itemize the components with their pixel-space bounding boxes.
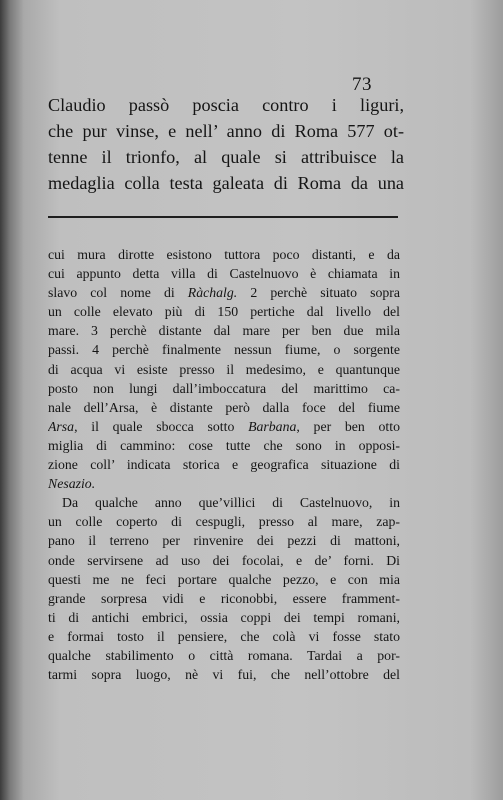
main-text-line: medaglia colla testa galeata di Roma da una (48, 173, 404, 193)
footnote-line (48, 283, 400, 302)
footnote-text-run: onde servirsene ad uso dei focolai, e de’ forni. Di (48, 552, 400, 568)
footnote-line (48, 455, 400, 474)
footnote-italic-run: Arsa (48, 418, 75, 434)
footnote-italic-run: Nesazio. (48, 476, 96, 492)
footnote-text-run: , per ben otto (296, 418, 400, 434)
footnote-text-run: , il quale sbocca sotto (74, 418, 249, 434)
footnote-line (48, 398, 400, 417)
footnote-line (48, 512, 400, 531)
footnote-separator-rule (48, 216, 398, 218)
footnote-line (48, 531, 400, 550)
footnote-text-run: nale dell’Arsa, è distante però dalla foce del fiume (48, 399, 400, 415)
footnote-text-run: slavo col nome di (48, 285, 188, 301)
footnote-text-run: 2 perchè situato sopra (237, 285, 400, 301)
footnote-line (48, 608, 400, 627)
footnote-line (48, 589, 400, 608)
footnote-text-run: zione coll’ indicata storica e geografica situazione di (48, 457, 400, 473)
footnote-line (48, 302, 400, 321)
footnote-line (48, 493, 400, 512)
footnote-text-run: Da qualche anno que’villici di Castelnuovo, in (62, 495, 400, 511)
footnote-text-run: cui appunto detta villa di Castelnuovo è chiamata in (48, 266, 400, 282)
main-text (48, 92, 404, 196)
footnote-text-run: ti di antichi embrici, ossia coppi dei tempi romani, (48, 609, 400, 625)
footnote-line (48, 340, 400, 359)
footnote-italic-run: Ràchalg. (187, 285, 238, 301)
footnote-text-run: qualche stabilimento o città romana. Tardai a por- (48, 647, 400, 663)
footnote-line (48, 417, 400, 436)
footnote-line (48, 646, 400, 665)
footnote-line (48, 379, 400, 398)
footnote-text-run: cui mura dirotte esistono tuttora poco distanti, e da (48, 247, 400, 262)
footnote-line (48, 245, 400, 264)
footnote-text-run: miglia di cammino: cose tutte che sono in opposi- (48, 437, 400, 453)
footnote-line (48, 321, 400, 340)
footnote-line (48, 264, 400, 283)
footnote-text-run: di acqua vi esiste presso il medesimo, e quantunque (48, 361, 400, 377)
footnote-text-run: passi. 4 perchè finalmente nessun fiume, o sorgente (48, 342, 400, 358)
footnote-text-run: grande sorpresa vidi e riconobbi, essere framment- (48, 590, 400, 606)
footnote-text-run: pano il terreno per rinvenire dei pezzi di mattoni, (48, 533, 400, 549)
footnote-line (48, 551, 400, 570)
footnote-line (48, 436, 400, 455)
footnote-italic-run: Barbana (248, 418, 297, 434)
footnote-text-run: e formai tosto il pensiere, che colà vi fosse stato (48, 628, 400, 644)
footnote-text-run: mare. 3 perchè distante dal mare per ben due mila (48, 323, 400, 339)
footnote-line (48, 627, 400, 646)
footnote-line (48, 360, 400, 379)
footnote-line (48, 665, 400, 684)
footnote-line (48, 570, 400, 589)
footnote-text-run: tarmi sopra luogo, nè vi fui, che nell’ottobre del (48, 667, 400, 683)
footnote-text-run: posto non lungi dall’imboccatura del marittimo ca- (48, 380, 400, 396)
footnote-text-run: un colle coperto di cespugli, presso al mare, zap- (48, 514, 400, 530)
footnote-text (48, 245, 400, 684)
main-text-line: tenne il trionfo, al quale si attribuisce la (48, 147, 404, 167)
footnote-text-run: questi me ne feci portare qualche pezzo, e con mia (48, 571, 400, 587)
main-text-line: che pur vinse, e nell’ anno di Roma 577 ot- (48, 121, 404, 141)
main-text-line: Claudio passò poscia contro i liguri, (48, 95, 404, 115)
footnote-text-run: un colle elevato più di 150 pertiche dal livello del (48, 304, 400, 320)
page-number: 73 (352, 74, 372, 95)
footnote-line (48, 474, 400, 493)
